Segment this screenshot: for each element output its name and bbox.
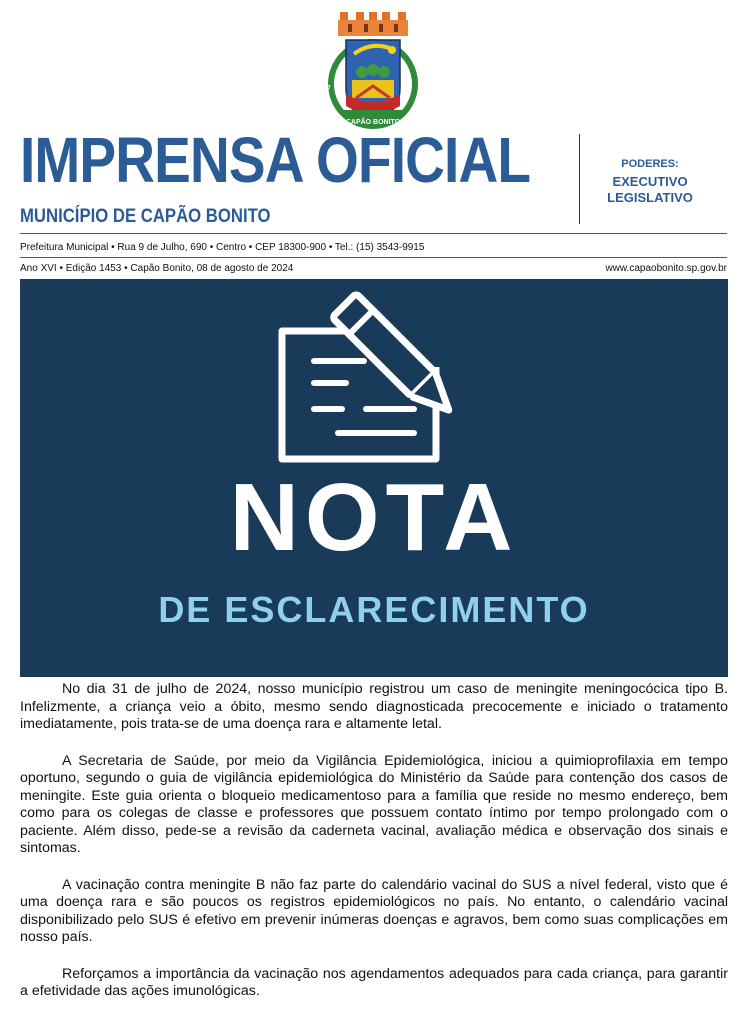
- municipal-crest-logo: [318, 10, 428, 130]
- address-line: Prefeitura Municipal • Rua 9 de Julho, 690 • Centro • CEP 18300-900 • Tel.: (15) 3543-9915: [20, 242, 425, 253]
- power-legislativo: LEGISLATIVO: [607, 190, 693, 205]
- article-paragraph: Reforçamos a importância da vacinação nos agendamentos adequados para cada criança, para garantir a efetividade das ações imunológicas.: [20, 965, 728, 999]
- publication-title: IMPRENSA OFICIAL: [20, 124, 531, 196]
- notice-banner: [20, 279, 728, 677]
- svg-text:1857: 1857: [416, 69, 425, 84]
- article-body: [20, 681, 728, 1020]
- power-executivo: EXECUTIVO: [612, 174, 688, 189]
- header-divider: [579, 134, 580, 224]
- article-paragraph: A Secretaria de Saúde, por meio da Vigilância Epidemiológica, iniciou a quimioprofilaxia em tempo oportuno, segundo o guia de vigilância epidemiológica do Ministério da Saúde para contenção dos casos de meningite. Este guia orienta o bloqueio medicamentoso para a família que reside no mesmo endereço, bem como para os colegas de classe e professores que possuem contato íntimo por tempo prolongado com o paciente. Além disso, pede-se a revisão da caderneta vacinal, avaliação médica e observação dos sinais e sintomas.: [20, 752, 728, 856]
- header-rule-top: [20, 233, 727, 234]
- municipality-subtitle: MUNICÍPIO DE CAPÃO BONITO: [20, 206, 271, 227]
- article-paragraph: No dia 31 de julho de 2024, nosso município registrou um caso de meningite meningocócica tipo B. Infelizmente, a criança veio a óbito, mesmo sendo diagnosticada precocemente e iniciado o tratamento imediatamente, pois trata-se de uma doença rara e altamente letal.: [20, 681, 728, 732]
- banner-subtitle: DE ESCLARECIMENTO: [158, 589, 590, 630]
- website-link[interactable]: www.capaobonito.sp.gov.br: [605, 263, 727, 274]
- svg-text:1843: 1843: [324, 84, 333, 99]
- banner-title: NOTA: [229, 464, 519, 571]
- header-rule-bottom: [20, 257, 727, 258]
- edition-line: Ano XVI • Edição 1453 • Capão Bonito, 08 de agosto de 2024: [20, 263, 294, 274]
- svg-text:CAPÃO BONITO: CAPÃO BONITO: [345, 119, 401, 126]
- powers-label: PODERES:: [621, 158, 679, 170]
- article-paragraph: A vacinação contra meningite B não faz parte do calendário vacinal do SUS a nível federal, visto que é uma doença rara e são poucos os registros epidemiológicos no país. No entanto, o calendário vacinal disponibilizado pelo SUS é efetivo em prevenir inúmeras doenças e agravos, bem como suas complicações em nosso país.: [20, 876, 728, 945]
- powers-box: [590, 158, 710, 206]
